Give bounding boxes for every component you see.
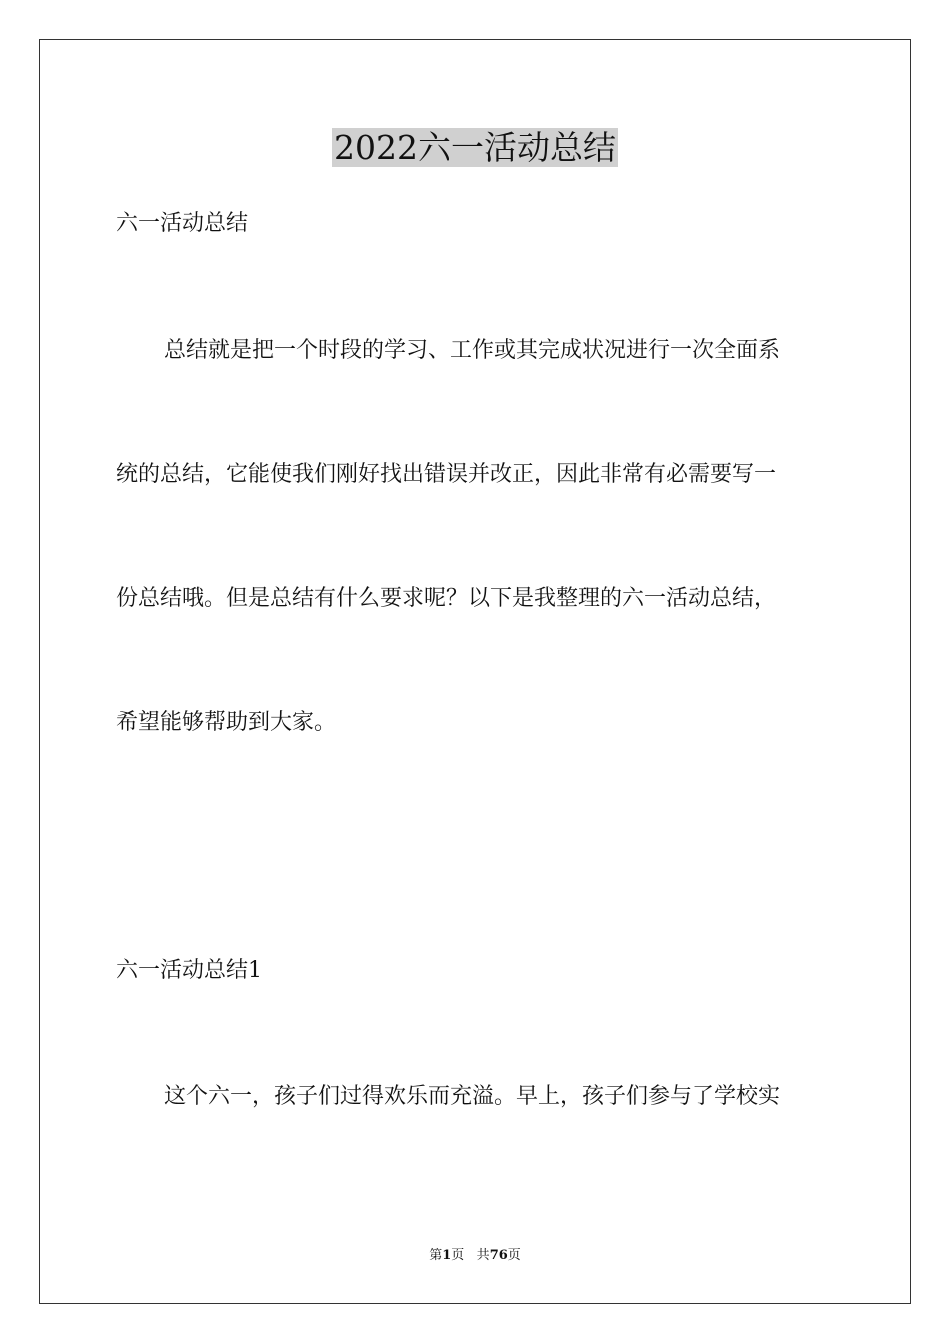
total-suffix: 页 [507,1248,521,1263]
section-heading: 六一活动总结 [116,211,249,236]
total-prefix: 共 [476,1248,490,1263]
page-prefix: 第 [429,1248,443,1263]
paragraph-line: 总结就是把一个时段的学习、工作或其完成状况进行一次全面系 [164,338,781,363]
page-suffix: 页 [451,1248,465,1263]
paragraph-line: 统的总结，它能使我们刚好找出错误并改正，因此非常有必需要写一 [116,462,777,487]
section-heading: 六一活动总结1 [116,958,262,983]
page-number: 1 [442,1248,452,1263]
paragraph-line: 这个六一，孩子们过得欢乐而充溢。早上，孩子们参与了学校实 [164,1084,781,1109]
document-title [0,126,950,170]
paragraph-line: 份总结哦。但是总结有什么要求呢？以下是我整理的六一活动总结， [116,586,777,611]
total-pages: 76 [489,1248,508,1263]
document-title-text: 2022六一活动总结 [334,128,616,167]
page-footer [0,1247,950,1265]
paragraph-line: 希望能够帮助到大家。 [116,710,337,735]
